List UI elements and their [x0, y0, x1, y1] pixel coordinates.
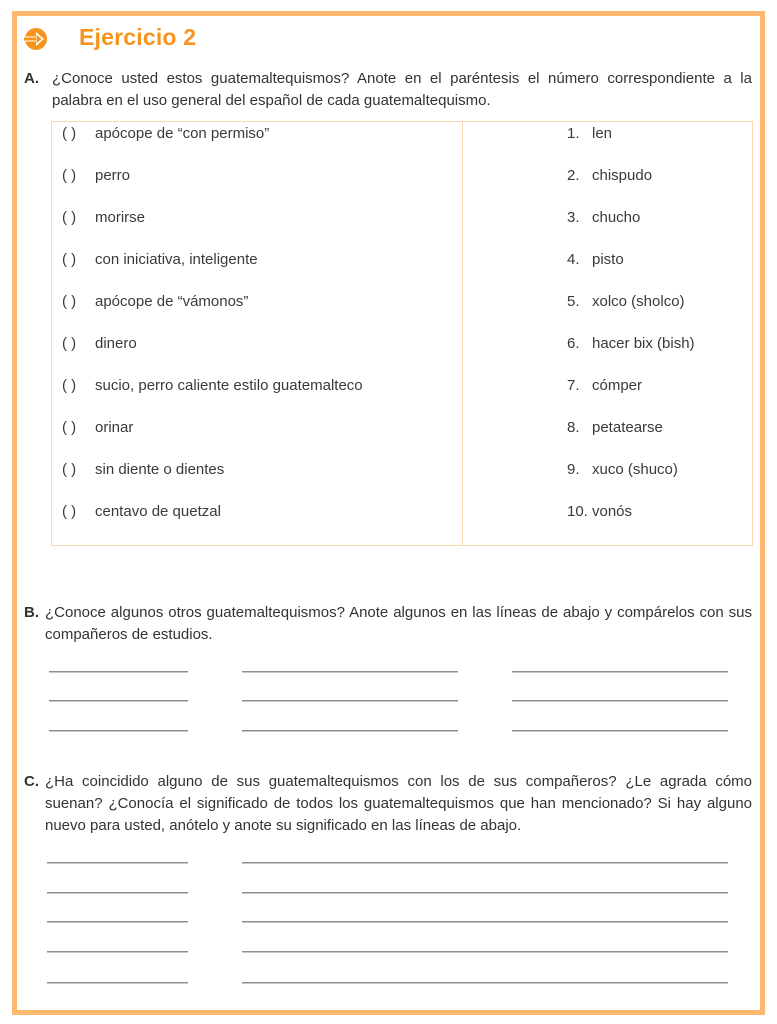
answer-parenthesis[interactable]: ( ): [62, 167, 77, 184]
guatemaltequismo-item: [567, 335, 695, 352]
item-number: 2.: [567, 167, 580, 184]
meaning-item: [62, 293, 248, 310]
guatemaltequismo-text: chispudo: [592, 167, 653, 184]
guatemaltequismo-text: pisto: [592, 251, 624, 268]
item-number: 8.: [567, 419, 580, 436]
meaning-item: [62, 209, 145, 226]
answer-parenthesis[interactable]: ( ): [62, 419, 77, 436]
answer-parenthesis[interactable]: ( ): [62, 251, 77, 268]
section-c-label: C.: [24, 773, 39, 790]
meaning-item: [62, 503, 221, 520]
guatemaltequismo-item: [567, 503, 632, 520]
section-a-label: A.: [24, 70, 39, 87]
meaning-item: [62, 251, 258, 268]
answer-parenthesis[interactable]: ( ): [62, 461, 77, 478]
meaning-text: apócope de “vámonos”: [95, 293, 249, 310]
meaning-item: [62, 125, 269, 142]
answer-line[interactable]: [49, 671, 188, 673]
meaning-text: morirse: [95, 209, 146, 226]
section-c-question: [24, 771, 752, 837]
answer-line[interactable]: [242, 730, 458, 732]
meaning-text: sucio, perro caliente estilo guatemalteco: [95, 377, 363, 394]
section-a-text: ¿Conoce usted estos guatemaltequismos? Anote en el paréntesis el número correspondiente a la palabra en el uso general del español de cada guatemaltequismo.: [52, 70, 752, 109]
answer-line[interactable]: [47, 892, 188, 894]
meaning-item: [62, 419, 133, 436]
answer-line[interactable]: [242, 862, 728, 864]
guatemaltequismo-text: petatearse: [592, 419, 663, 436]
matching-table: [51, 121, 753, 546]
guatemaltequismo-item: [567, 419, 663, 436]
answer-line[interactable]: [49, 730, 188, 732]
answer-line[interactable]: [512, 671, 728, 673]
meaning-item: [62, 377, 363, 394]
answer-line[interactable]: [47, 951, 188, 953]
item-number: 7.: [567, 377, 580, 394]
answer-parenthesis[interactable]: ( ): [62, 125, 77, 142]
guatemaltequismo-item: [567, 293, 685, 310]
meaning-text: dinero: [95, 335, 137, 352]
item-number: 9.: [567, 461, 580, 478]
meaning-text: con iniciativa, inteligente: [95, 251, 258, 268]
guatemaltequismo-item: [567, 251, 624, 268]
guatemaltequismo-item: [567, 125, 612, 142]
item-number: 6.: [567, 335, 580, 352]
meaning-text: orinar: [95, 419, 134, 436]
guatemaltequismo-item: [567, 167, 652, 184]
answer-line[interactable]: [49, 700, 188, 702]
item-number: 3.: [567, 209, 580, 226]
item-number: 1.: [567, 125, 580, 142]
answer-line[interactable]: [242, 671, 458, 673]
item-number: 10.: [567, 503, 588, 520]
answer-line[interactable]: [512, 700, 728, 702]
guatemaltequismo-text: chucho: [592, 209, 641, 226]
guatemaltequismo-text: hacer bix (bish): [592, 335, 695, 352]
meaning-item: [62, 167, 130, 184]
answer-line[interactable]: [242, 951, 728, 953]
table-divider: [462, 122, 463, 545]
answer-line[interactable]: [47, 862, 188, 864]
answer-parenthesis[interactable]: ( ): [62, 377, 77, 394]
answer-line[interactable]: [47, 982, 188, 984]
answer-line[interactable]: [242, 982, 728, 984]
guatemaltequismo-text: cómper: [592, 377, 643, 394]
answer-parenthesis[interactable]: ( ): [62, 335, 77, 352]
guatemaltequismo-item: [567, 461, 678, 478]
meaning-item: [62, 335, 137, 352]
meaning-text: centavo de quetzal: [95, 503, 221, 520]
item-number: 5.: [567, 293, 580, 310]
section-b-question: [24, 602, 752, 646]
section-a-question: [24, 68, 752, 112]
meaning-text: perro: [95, 167, 131, 184]
answer-line[interactable]: [242, 892, 728, 894]
meaning-text: apócope de “con permiso”: [95, 125, 270, 142]
guatemaltequismo-item: [567, 209, 640, 226]
answer-line[interactable]: [242, 700, 458, 702]
arrow-right-circle-icon: [24, 27, 48, 51]
section-b-label: B.: [24, 604, 39, 621]
guatemaltequismo-text: xolco (sholco): [592, 293, 685, 310]
answer-line[interactable]: [242, 921, 728, 923]
guatemaltequismo-text: vonós: [592, 503, 633, 520]
guatemaltequismo-text: xuco (shuco): [592, 461, 678, 478]
item-number: 4.: [567, 251, 580, 268]
meaning-item: [62, 461, 224, 478]
answer-parenthesis[interactable]: ( ): [62, 503, 77, 520]
answer-line[interactable]: [512, 730, 728, 732]
answer-parenthesis[interactable]: ( ): [62, 293, 77, 310]
answer-parenthesis[interactable]: ( ): [62, 209, 77, 226]
answer-line[interactable]: [47, 921, 188, 923]
section-c-text: ¿Ha coincidido alguno de sus guatemaltequismos con los de sus compañeros? ¿Le agrada cómo suenan? ¿Conocía el significado de todos los guatemaltequismos que han mencionado? Si hay alguno nuevo para usted, anótelo y anote su significado en las líneas de abajo.: [45, 773, 752, 834]
exercise-title: Ejercicio 2: [79, 24, 197, 50]
meaning-text: sin diente o dientes: [95, 461, 225, 478]
section-b-text: ¿Conoce algunos otros guatemaltequismos? Anote algunos en las líneas de abajo y compárelos con sus compañeros de estudios.: [45, 604, 752, 643]
guatemaltequismo-text: len: [592, 125, 613, 142]
guatemaltequismo-item: [567, 377, 642, 394]
